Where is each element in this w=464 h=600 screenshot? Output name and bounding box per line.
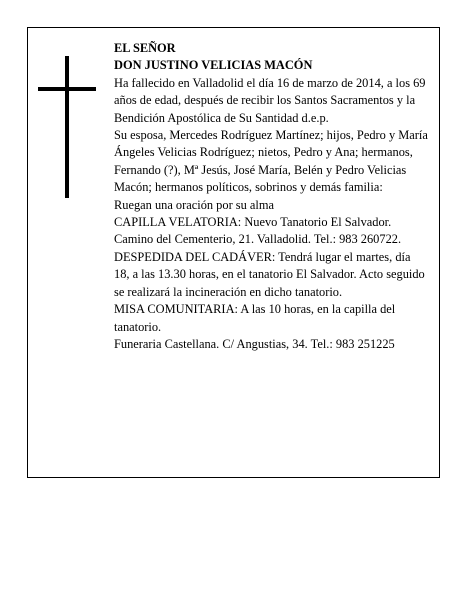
death-paragraph: Ha fallecido en Valladolid el día 16 de marzo de 2014, a los 69 años de edad, después de recibir los Santos Sacramentos y la Bendición Apostólica de Su Santidad d.e.p. bbox=[114, 75, 426, 125]
farewell-paragraph: DESPEDIDA DEL CADÁVER: Tendrá lugar el martes, día 18, a las 13.30 horas, en el tanatorio El Salvador. Acto seguido se realizará la incineración en dicho tanatorio. bbox=[114, 249, 425, 299]
obituary-text bbox=[114, 40, 428, 353]
prayer-line: Ruegan una oración por su alma bbox=[114, 197, 274, 212]
cross-horizontal-bar bbox=[38, 87, 96, 91]
cross-vertical-bar bbox=[65, 56, 69, 198]
family-paragraph: Su esposa, Mercedes Rodríguez Martínez; hijos, Pedro y María Ángeles Velicias Rodríguez; nietos, Pedro y Ana; hermanos, Fernando (?), Mª Jesús, José María, Belén y Pedro Velicias Macón; hermanos políticos, sobrinos y demás familia: bbox=[114, 128, 428, 195]
heading-title: EL SEÑOR bbox=[114, 41, 176, 55]
deceased-name: DON JUSTINO VELICIAS MACÓN bbox=[114, 58, 313, 73]
cross-icon bbox=[38, 56, 96, 198]
funeral-home-paragraph: Funeraria Castellana. C/ Angustias, 34. Tel.: 983 251225 bbox=[114, 336, 395, 351]
chapel-paragraph: CAPILLA VELATORIA: Nuevo Tanatorio El Salvador. Camino del Cementerio, 21. Valladolid. Tel.: 983 260722. bbox=[114, 215, 402, 247]
mass-paragraph: MISA COMUNITARIA: A las 10 horas, en la capilla del tanatorio. bbox=[114, 302, 396, 334]
